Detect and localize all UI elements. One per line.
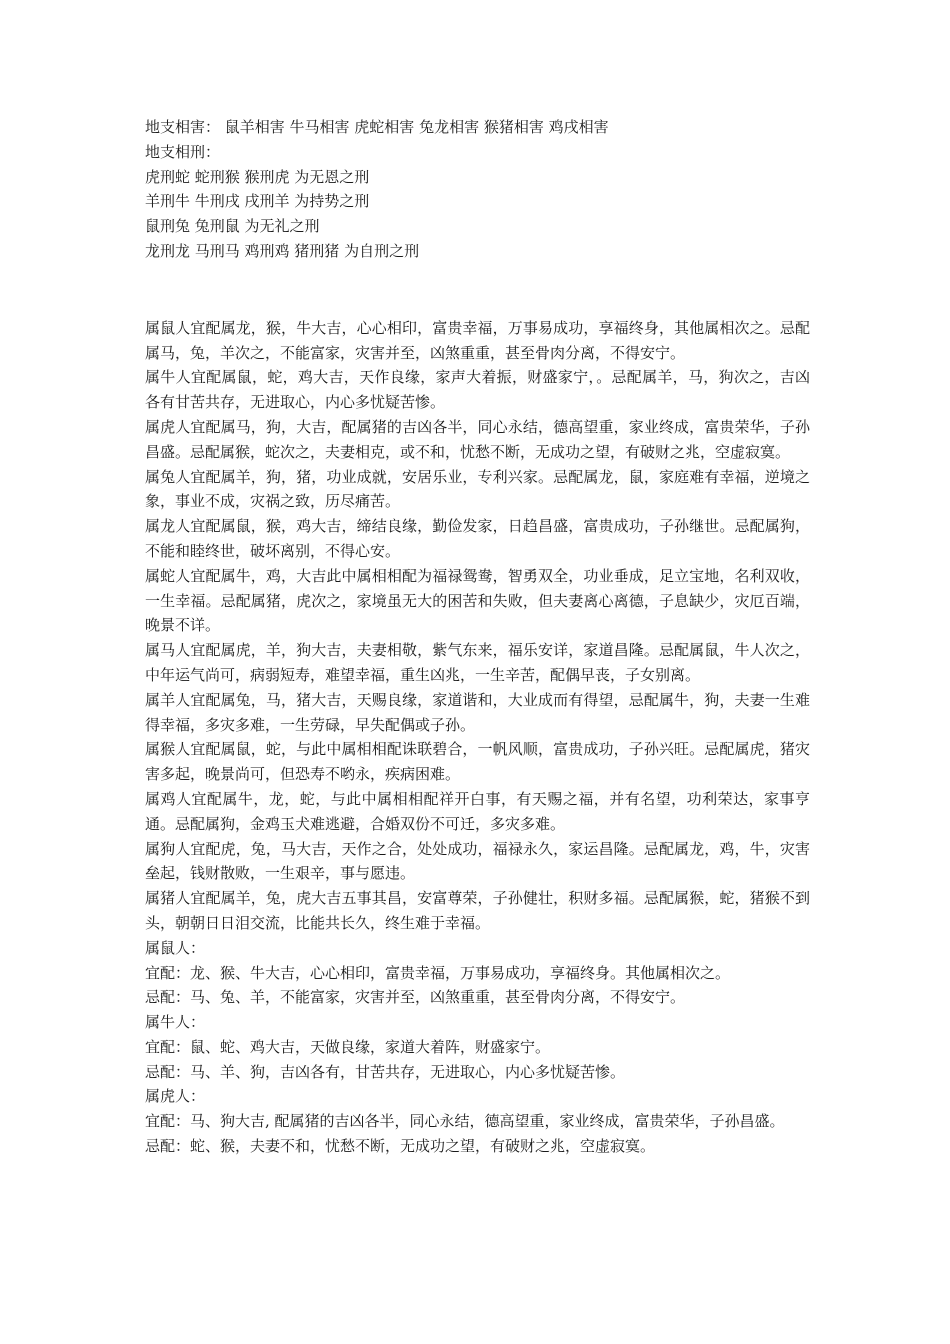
zodiac-match-paragraph: 属马人宜配属虎，羊，狗大吉，夫妻相敬，紫气东来，福乐安详，家道昌隆。忌配属鼠，牛人次之，中年运气尚可，病弱短寿，难望幸福，重生凶兆，一生辛苦，配偶早丧，子女别离。 <box>145 641 810 684</box>
zodiac-bad-match: 忌配：马、羊、狗，吉凶各有，甘苦共存，无进取心，内心多忧疑苦惨。 <box>145 1062 626 1081</box>
zodiac-match-paragraph: 属兔人宜配属羊，狗，猪，功业成就，安居乐业，专利兴家。忌配属龙，鼠，家庭难有幸福，逆境之象，事业不成，灾祸之致，历尽痛苦。 <box>145 467 810 511</box>
punishment-line: 鼠刑兔 兔刑鼠 为无礼之刑 <box>145 217 320 236</box>
zodiac-good-match: 宜配：龙、猴、牛大吉，心心相印，富贵幸福，万事易成功，享福终身。其他属相次之。 <box>145 963 731 982</box>
zodiac-bad-match: 忌配：马、兔、羊，不能富家，灾害并至，凶煞重重，甚至骨肉分离，不得安宁。 <box>145 988 686 1007</box>
zodiac-match-paragraph: 属牛人宜配属鼠，蛇，鸡大吉，天作良缘，家声大着振，财盛家宁，。忌配属羊，马，狗次之，吉凶各有甘苦共存，无进取心，内心多忧疑苦惨。 <box>145 368 810 412</box>
earthly-branches-punishment-heading: 地支相刑： <box>145 142 221 161</box>
section-spacer <box>145 264 810 316</box>
zodiac-match-paragraph: 属龙人宜配属鼠，猴，鸡大吉，缔结良缘，勤俭发家，日趋昌盛，富贵成功，子孙继世。忌配属狗，不能和睦终世，破坏离别，不得心安。 <box>145 517 810 560</box>
zodiac-bad-match: 忌配：蛇、猴，夫妻不和，忧愁不断，无成功之望，有破财之兆，空虚寂寞。 <box>145 1137 656 1156</box>
zodiac-good-match: 宜配：鼠、蛇、鸡大吉，天做良缘，家道大着阵，财盛家宁。 <box>145 1037 551 1056</box>
zodiac-heading: 属牛人： <box>145 1013 206 1032</box>
zodiac-good-match: 宜配：马、狗大吉, 配属猪的吉凶各半，同心永结，德高望重，家业终成，富贵荣华，子孙昌盛。 <box>145 1112 785 1131</box>
punishment-line: 龙刑龙 马刑马 鸡刑鸡 猪刑猪 为自刑之刑 <box>145 241 420 260</box>
punishment-line: 羊刑牛 牛刑戌 戌刑羊 为持势之刑 <box>145 192 370 211</box>
zodiac-match-paragraph: 属猪人宜配属羊，兔，虎大吉五事其昌，安富尊荣，子孙健壮，积财多福。忌配属猴，蛇，猪猴不到头，朝朝日日泪交流，比能共长久，终生难于幸福。 <box>145 889 810 932</box>
zodiac-match-paragraph: 属蛇人宜配属牛，鸡，大吉此中属相相配为福禄鸳鸯，智勇双全，功业垂成，足立宝地，名利双收，一生幸福。忌配属猪，虎次之，家境虽无大的困苦和失败，但夫妻离心离德，子息缺少，灾厄百端，晚景不详。 <box>145 566 810 635</box>
zodiac-heading: 属虎人： <box>145 1087 206 1106</box>
zodiac-match-paragraph: 属猴人宜配属鼠，蛇，与此中属相相配诛联碧合，一帆风顺，富贵成功，子孙兴旺。忌配属虎，猪灾害多起，晚景尚可，但恐寿不哟永，疾病困难。 <box>145 740 810 784</box>
earthly-branches-harm: 地支相害： 鼠羊相害 牛马相害 虎蛇相害 兔龙相害 猴猪相害 鸡戌相害 <box>145 118 609 136</box>
zodiac-match-paragraph: 属鸡人宜配属牛，龙，蛇，与此中属相相配祥开白事，有天赐之福，并有名望，功利荣达，家事亨通。忌配属狗，金鸡玉犬难逃避，合婚双份不可迁，多灾多难。 <box>145 789 810 833</box>
zodiac-match-paragraph: 属羊人宜配属兔，马，猪大吉，天赐良缘，家道谐和，大业成而有得望，忌配属牛，狗，夫妻一生难得幸福，多灾多难，一生劳碌，早失配偶或子孙。 <box>145 690 810 734</box>
document-body <box>145 115 810 1159</box>
zodiac-heading: 属鼠人： <box>145 938 206 957</box>
zodiac-match-paragraph: 属鼠人宜配属龙，猴，牛大吉，心心相印，富贵幸福，万事易成功，享福终身，其他属相次之。忌配属马，兔，羊次之，不能富家，灾害并至，凶煞重重，甚至骨肉分离，不得安宁。 <box>145 318 810 362</box>
zodiac-match-paragraph: 属狗人宜配虎，兔，马大吉，天作之合，处处成功，福禄永久，家运昌隆。忌配属龙，鸡，牛，灾害垒起，钱财散败，一生艰辛，事与愿违。 <box>145 839 810 883</box>
punishment-line: 虎刑蛇 蛇刑猴 猴刑虎 为无恩之刑 <box>145 167 370 186</box>
zodiac-match-paragraph: 属虎人宜配属马，狗，大吉，配属猪的吉凶各半，同心永结，德高望重，家业终成，富贵荣华，子孙昌盛。忌配属猴，蛇次之，夫妻相克，或不和，忧愁不断，无成功之望，有破财之兆，空虚寂寞。 <box>145 417 810 461</box>
